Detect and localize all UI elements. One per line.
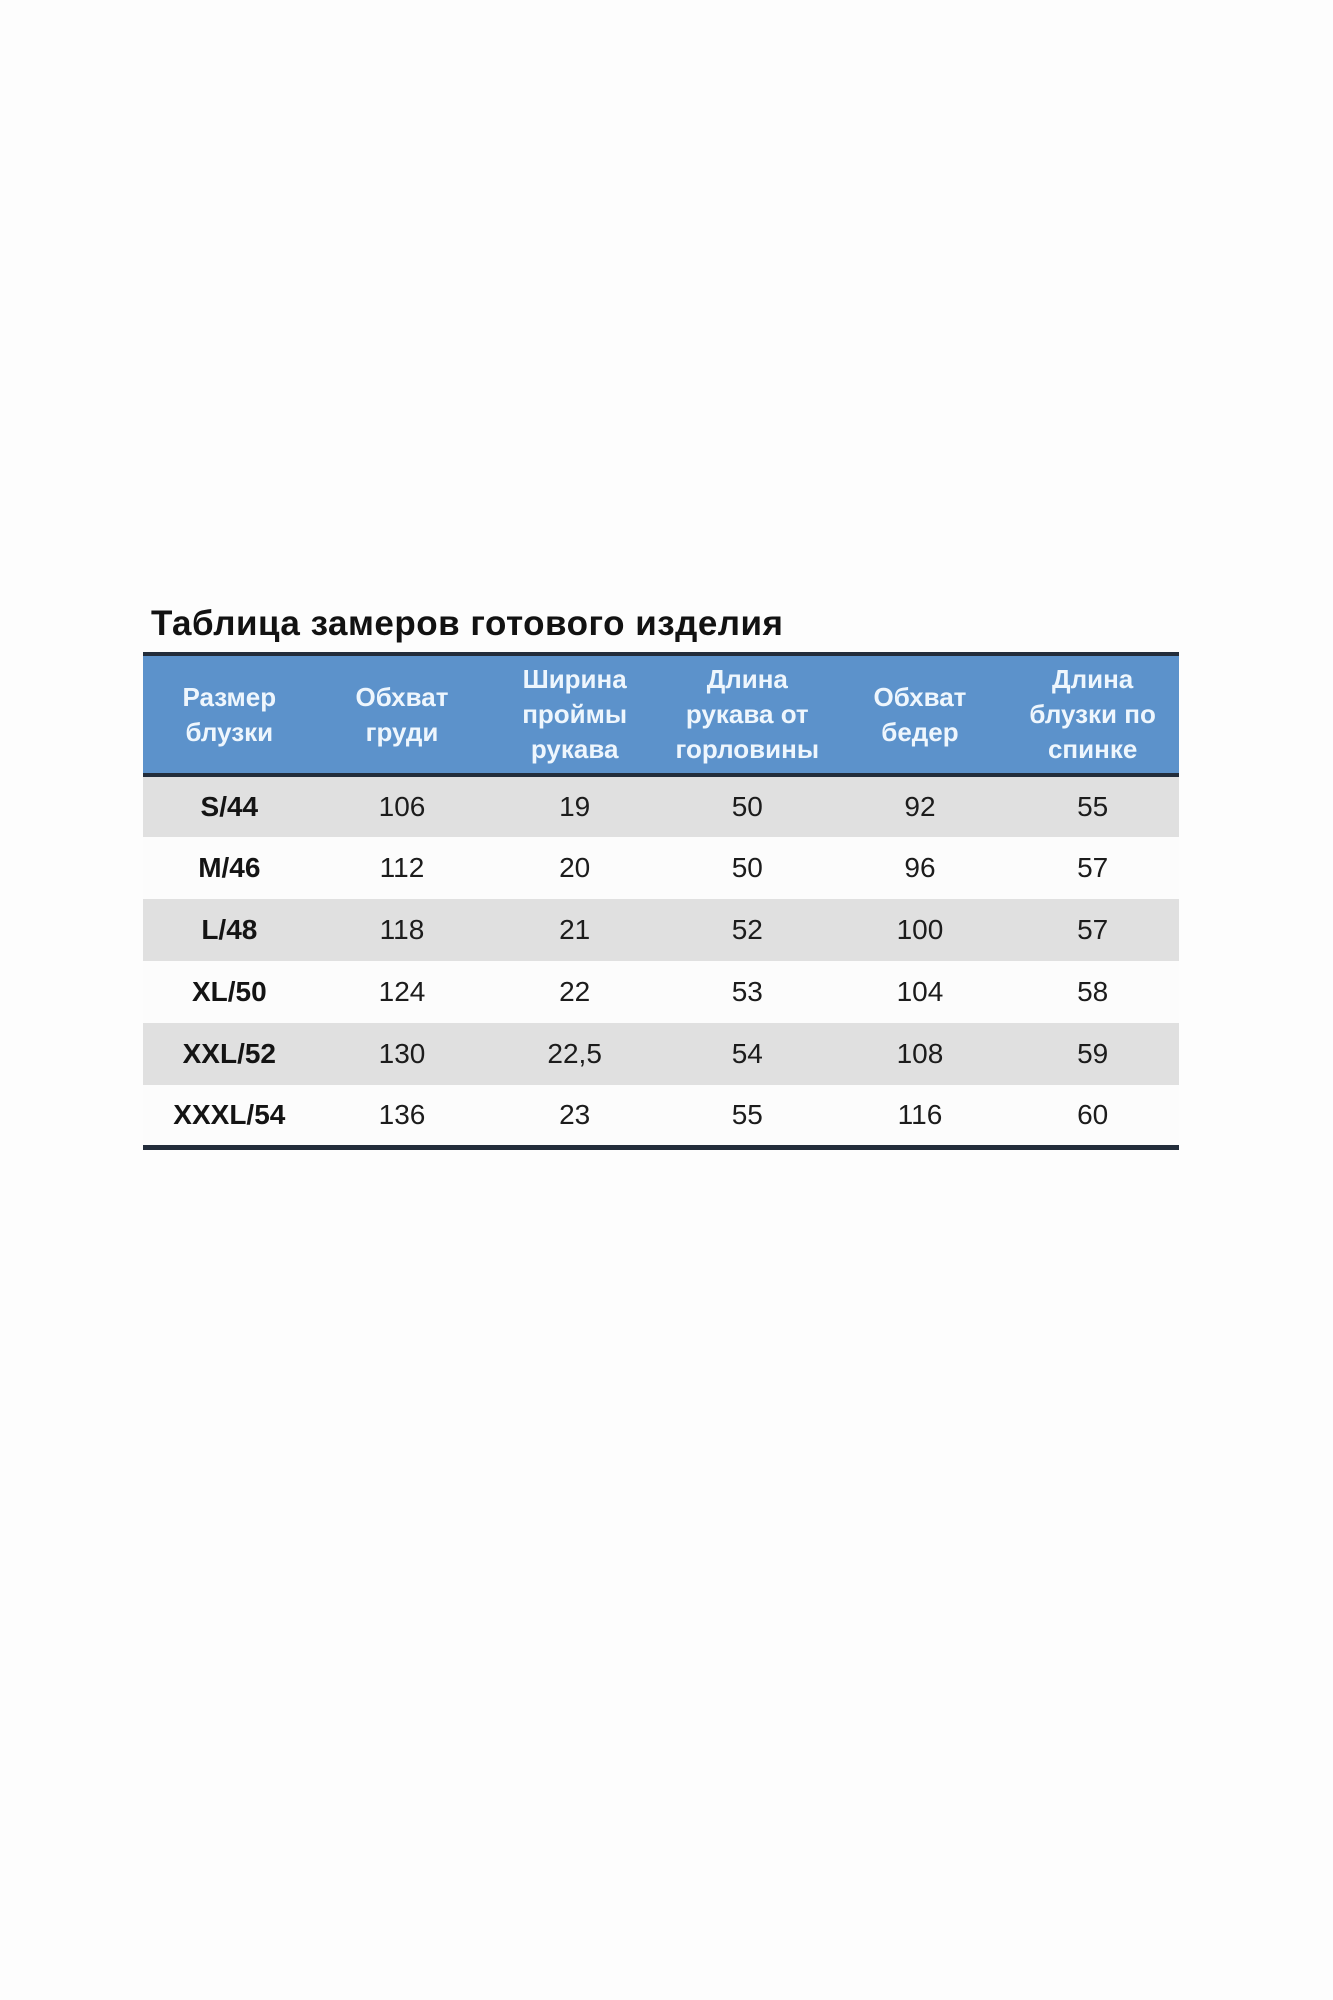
size-label: L/48: [201, 914, 258, 946]
value-cell: 136: [378, 1099, 426, 1131]
value-cell: 96: [904, 852, 936, 884]
column-header-blouse-size: Размер блузки: [143, 654, 316, 775]
value-cell: 50: [731, 852, 763, 884]
value-cell: 22: [559, 976, 591, 1008]
size-label: S/44: [200, 791, 259, 823]
value-cell: 53: [731, 976, 763, 1008]
value-cell: 118: [379, 914, 425, 946]
column-header-sleeve-length: Длина рукава от горловины: [661, 654, 834, 775]
size-measurements-table: [143, 652, 1179, 1150]
value-cell: 124: [378, 976, 426, 1008]
table-row-xl50: [143, 961, 1179, 1023]
size-label: XXL/52: [182, 1038, 277, 1070]
table-header: [143, 654, 1179, 775]
table-row-m46: [143, 837, 1179, 899]
size-chart-block: [143, 604, 1179, 1150]
value-cell: 112: [379, 852, 425, 884]
value-cell: 108: [896, 1038, 944, 1070]
value-cell: 57: [1077, 852, 1109, 884]
value-cell: 54: [731, 1038, 763, 1070]
value-cell: 104: [896, 976, 944, 1008]
table-row-xxl52: [143, 1023, 1179, 1085]
value-cell: 57: [1077, 914, 1109, 946]
table-row-l48: [143, 899, 1179, 961]
value-cell: 22,5: [547, 1038, 602, 1070]
value-cell: 116: [897, 1099, 943, 1131]
value-cell: 60: [1077, 1099, 1109, 1131]
value-cell: 106: [378, 791, 426, 823]
value-cell: 100: [896, 914, 944, 946]
value-cell: 58: [1077, 976, 1109, 1008]
column-header-armhole-width: Ширина проймы рукава: [488, 654, 661, 775]
size-label: XL/50: [191, 976, 267, 1008]
value-cell: 23: [559, 1099, 591, 1131]
table-row-s44: [143, 775, 1179, 837]
size-label: XXXL/54: [173, 1099, 286, 1131]
value-cell: 50: [731, 791, 763, 823]
value-cell: 130: [378, 1038, 426, 1070]
size-label: M/46: [198, 852, 261, 884]
value-cell: 92: [904, 791, 936, 823]
table-row-xxxl54: [143, 1085, 1179, 1147]
table-body: [143, 775, 1179, 1147]
value-cell: 19: [559, 791, 591, 823]
value-cell: 52: [731, 914, 763, 946]
column-header-back-length: Длина блузки по спинке: [1006, 654, 1179, 775]
value-cell: 21: [559, 914, 591, 946]
table-title: Таблица замеров готового изделия: [151, 604, 784, 643]
value-cell: 20: [559, 852, 591, 884]
column-header-chest-girth: Обхват груди: [316, 654, 489, 775]
value-cell: 55: [731, 1099, 763, 1131]
value-cell: 55: [1077, 791, 1109, 823]
value-cell: 59: [1077, 1038, 1109, 1070]
column-header-hip-girth: Обхват бедер: [834, 654, 1007, 775]
